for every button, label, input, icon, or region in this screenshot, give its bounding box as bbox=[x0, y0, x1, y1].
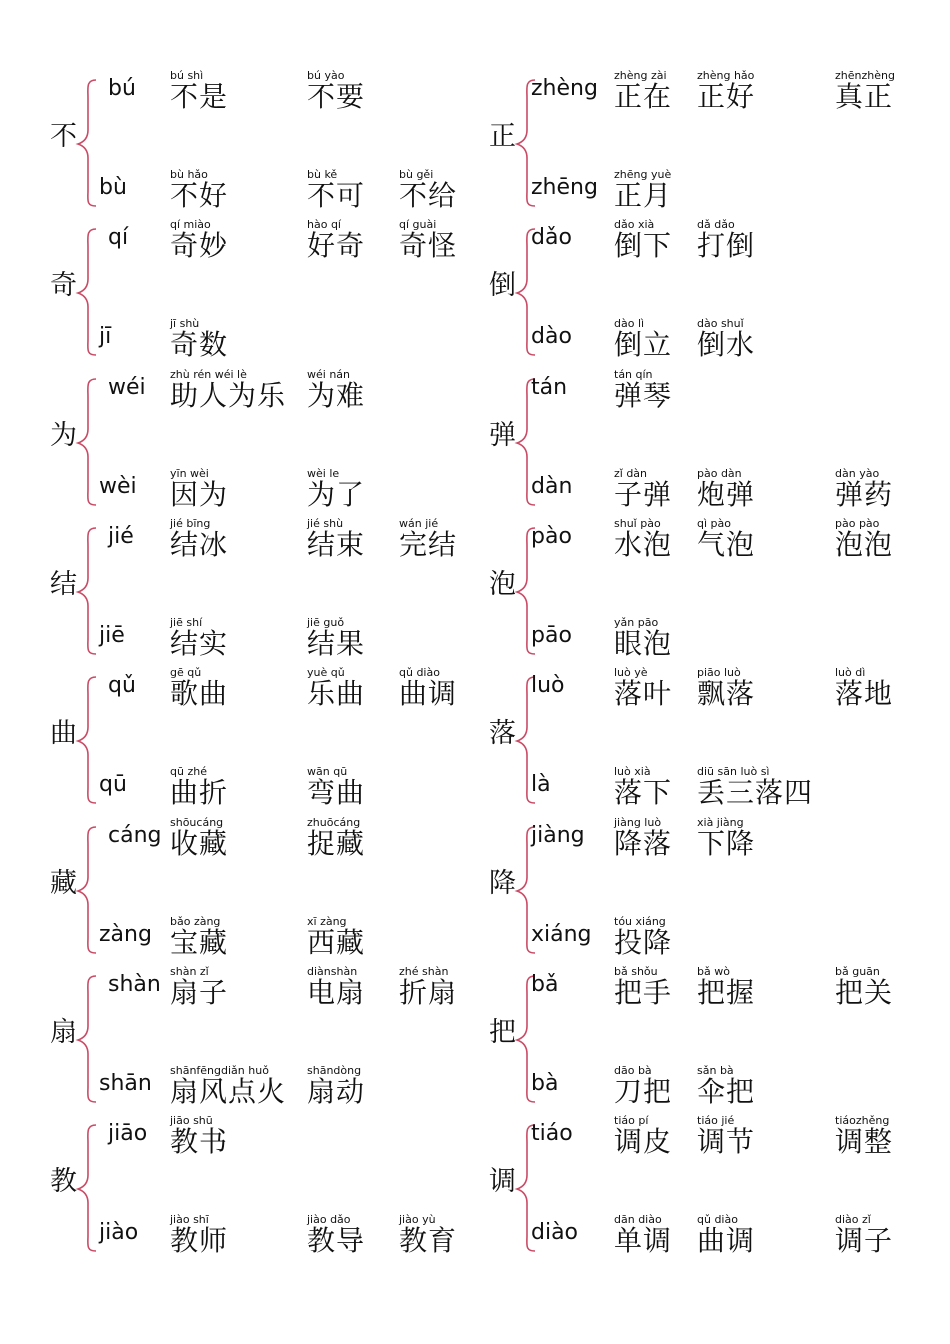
word-hanzi: 正好 bbox=[697, 80, 756, 113]
word-pinyin: shuǐ pào bbox=[614, 516, 661, 530]
word-hanzi: 为了 bbox=[307, 477, 366, 511]
word-pinyin: jié bīng bbox=[170, 516, 211, 530]
word-entry bbox=[614, 766, 672, 808]
word-hanzi: 正月 bbox=[614, 179, 673, 212]
word-pinyin: hào qí bbox=[307, 218, 341, 232]
word-pinyin: xià jiàng bbox=[697, 815, 744, 829]
word-pinyin: wán jié bbox=[399, 516, 439, 530]
word-pinyin: bù gěi bbox=[399, 168, 434, 181]
word-entry bbox=[170, 1115, 228, 1157]
word-pinyin: diū sān luò sì bbox=[697, 765, 770, 779]
word-hanzi: 把握 bbox=[697, 975, 756, 1009]
word-pinyin: piāo luò bbox=[697, 666, 741, 680]
word-hanzi: 扇风点火 bbox=[170, 1074, 287, 1108]
word-hanzi: 奇数 bbox=[170, 328, 229, 362]
word-pinyin: jié shù bbox=[307, 516, 344, 530]
word-hanzi: 投降 bbox=[614, 925, 673, 959]
word-entry bbox=[614, 70, 672, 112]
word-pinyin: bǎ shǒu bbox=[614, 964, 658, 978]
word-hanzi: 折扇 bbox=[399, 975, 458, 1009]
reading-pinyin: tiáo bbox=[531, 1121, 573, 1147]
brace-icon bbox=[76, 526, 98, 656]
word-hanzi: 调节 bbox=[697, 1125, 756, 1159]
reading-pinyin: zàng bbox=[99, 921, 152, 947]
word-entry bbox=[614, 1115, 672, 1157]
word-entry bbox=[614, 468, 672, 510]
word-pinyin: dān diào bbox=[614, 1213, 662, 1227]
reading-pinyin: dǎo bbox=[531, 225, 572, 251]
word-entry bbox=[697, 318, 755, 360]
word-pinyin: bǎo zàng bbox=[170, 914, 221, 928]
group-character: 为 bbox=[50, 419, 77, 451]
word-entry bbox=[170, 518, 228, 560]
word-hanzi: 教导 bbox=[307, 1224, 366, 1258]
word-pinyin: shāndòng bbox=[307, 1063, 362, 1077]
word-pinyin: jiē shí bbox=[170, 615, 203, 629]
word-entry bbox=[170, 468, 228, 510]
reading-pinyin: jiàng bbox=[531, 822, 585, 848]
word-hanzi: 伞把 bbox=[697, 1074, 756, 1108]
word-hanzi: 因为 bbox=[170, 477, 229, 511]
word-entry bbox=[614, 1214, 672, 1256]
word-hanzi: 调子 bbox=[835, 1224, 894, 1258]
word-entry bbox=[697, 1214, 755, 1256]
word-hanzi: 刀把 bbox=[614, 1074, 673, 1108]
word-entry bbox=[399, 219, 457, 261]
word-hanzi: 曲调 bbox=[697, 1224, 756, 1258]
word-hanzi: 炮弹 bbox=[697, 477, 756, 511]
word-entry bbox=[835, 667, 893, 709]
word-pinyin: jī shù bbox=[170, 317, 200, 331]
word-entry bbox=[170, 1214, 228, 1256]
word-pinyin: zhèng zài bbox=[614, 69, 667, 82]
word-entry bbox=[307, 518, 365, 560]
word-entry bbox=[170, 667, 228, 709]
word-pinyin: yǎn pāo bbox=[614, 615, 659, 629]
word-hanzi: 泡泡 bbox=[835, 527, 894, 561]
word-pinyin: bú shì bbox=[170, 69, 204, 82]
word-hanzi: 宝藏 bbox=[170, 925, 229, 959]
word-entry bbox=[170, 916, 228, 958]
word-pinyin: jiào dǎo bbox=[307, 1213, 351, 1227]
word-hanzi: 降落 bbox=[614, 826, 673, 860]
word-entry bbox=[835, 1115, 893, 1157]
word-hanzi: 歌曲 bbox=[170, 677, 229, 711]
reading-pinyin: jié bbox=[108, 523, 134, 549]
reading-pinyin: xiáng bbox=[531, 921, 592, 947]
word-entry bbox=[835, 966, 893, 1008]
word-entry bbox=[614, 369, 672, 411]
word-pinyin: bù kě bbox=[307, 168, 338, 181]
word-pinyin: bù hǎo bbox=[170, 168, 208, 181]
word-hanzi: 乐曲 bbox=[307, 677, 366, 711]
word-entry bbox=[170, 318, 228, 360]
word-entry bbox=[614, 966, 672, 1008]
word-pinyin: qì pào bbox=[697, 516, 731, 530]
word-hanzi: 飘落 bbox=[697, 677, 756, 711]
word-hanzi: 不是 bbox=[170, 80, 229, 113]
word-entry bbox=[307, 468, 365, 510]
reading-pinyin: zhèng bbox=[531, 76, 598, 101]
word-entry bbox=[697, 468, 755, 510]
reading-pinyin: dào bbox=[531, 324, 572, 350]
word-pinyin: diànshàn bbox=[307, 964, 358, 978]
word-hanzi: 教育 bbox=[399, 1224, 458, 1258]
word-entry bbox=[307, 966, 365, 1008]
word-pinyin: dāo bà bbox=[614, 1063, 652, 1077]
brace-icon bbox=[76, 974, 98, 1104]
word-pinyin: yuè qǔ bbox=[307, 666, 345, 680]
word-pinyin: qǔ diào bbox=[399, 666, 440, 680]
word-entry bbox=[170, 219, 228, 261]
word-entry bbox=[307, 1065, 365, 1107]
word-pinyin: tiáozhěng bbox=[835, 1114, 890, 1128]
word-entry bbox=[170, 766, 228, 808]
word-entry bbox=[697, 219, 755, 261]
reading-pinyin: diào bbox=[531, 1220, 579, 1246]
word-pinyin: sǎn bà bbox=[697, 1063, 734, 1077]
word-entry bbox=[399, 966, 457, 1008]
reading-pinyin: bú bbox=[108, 76, 136, 101]
word-entry bbox=[697, 1115, 755, 1157]
word-entry bbox=[614, 219, 672, 261]
word-hanzi: 倒立 bbox=[614, 328, 673, 362]
reading-pinyin: jiāo bbox=[108, 1121, 148, 1147]
word-pinyin: xī zàng bbox=[307, 914, 347, 928]
word-entry bbox=[614, 518, 672, 560]
word-hanzi: 扇子 bbox=[170, 975, 229, 1009]
word-entry bbox=[307, 70, 365, 112]
group-character: 结 bbox=[50, 568, 77, 600]
word-pinyin: zhé shàn bbox=[399, 964, 449, 978]
word-entry bbox=[170, 70, 228, 112]
reading-pinyin: jiē bbox=[99, 622, 125, 648]
word-entry bbox=[614, 617, 672, 659]
word-pinyin: shōucáng bbox=[170, 815, 224, 829]
word-entry bbox=[307, 766, 365, 808]
word-pinyin: jiào shī bbox=[170, 1213, 209, 1227]
word-hanzi: 正在 bbox=[614, 80, 673, 113]
word-entry bbox=[307, 916, 365, 958]
word-pinyin: shānfēngdiǎn huǒ bbox=[170, 1063, 269, 1077]
reading-pinyin: qū bbox=[99, 772, 127, 798]
group-character: 扇 bbox=[50, 1016, 77, 1048]
word-entry bbox=[170, 966, 228, 1008]
word-pinyin: luò xià bbox=[614, 765, 651, 779]
group-character: 落 bbox=[489, 718, 516, 750]
word-entry bbox=[614, 667, 672, 709]
word-pinyin: zhēng yuè bbox=[614, 168, 672, 181]
word-entry bbox=[307, 1214, 365, 1256]
word-entry bbox=[170, 169, 228, 211]
group-character: 曲 bbox=[50, 718, 77, 750]
word-pinyin: pào dàn bbox=[697, 466, 742, 480]
word-hanzi: 下降 bbox=[697, 826, 756, 860]
word-hanzi: 倒下 bbox=[614, 229, 673, 263]
word-pinyin: qū zhé bbox=[170, 765, 207, 779]
reading-pinyin: là bbox=[531, 772, 551, 798]
word-hanzi: 结束 bbox=[307, 527, 366, 561]
word-entry bbox=[307, 219, 365, 261]
word-pinyin: dǎ dǎo bbox=[697, 218, 735, 232]
reading-pinyin: luò bbox=[531, 673, 565, 699]
word-pinyin: jiāo shū bbox=[170, 1114, 213, 1128]
brace-icon bbox=[76, 377, 98, 507]
word-entry bbox=[614, 916, 672, 958]
word-pinyin: wèi le bbox=[307, 466, 340, 480]
word-pinyin: jiào yù bbox=[399, 1213, 436, 1227]
group-character: 调 bbox=[489, 1166, 516, 1198]
brace-icon bbox=[76, 78, 98, 208]
word-entry bbox=[170, 369, 286, 411]
word-hanzi: 教书 bbox=[170, 1125, 229, 1159]
word-hanzi: 把手 bbox=[614, 975, 673, 1009]
word-hanzi: 不要 bbox=[307, 80, 366, 113]
word-pinyin: pào pào bbox=[835, 516, 880, 530]
word-entry bbox=[697, 766, 813, 808]
group-character: 弹 bbox=[489, 419, 516, 451]
word-hanzi: 助人为乐 bbox=[170, 378, 287, 412]
group-character: 泡 bbox=[489, 568, 516, 600]
word-hanzi: 曲折 bbox=[170, 776, 229, 810]
word-entry bbox=[697, 966, 755, 1008]
word-hanzi: 水泡 bbox=[614, 527, 673, 561]
word-pinyin: wān qū bbox=[307, 765, 348, 779]
word-pinyin: bǎ wò bbox=[697, 964, 730, 978]
word-entry bbox=[835, 70, 895, 112]
word-entry bbox=[399, 1214, 457, 1256]
word-pinyin: zhèng hǎo bbox=[697, 69, 755, 82]
word-hanzi: 奇妙 bbox=[170, 229, 229, 263]
group-character: 不 bbox=[50, 121, 77, 152]
word-hanzi: 把关 bbox=[835, 975, 894, 1009]
word-hanzi: 为难 bbox=[307, 378, 366, 412]
group-character: 正 bbox=[489, 121, 516, 152]
word-pinyin: dàn yào bbox=[835, 466, 880, 480]
word-hanzi: 收藏 bbox=[170, 826, 229, 860]
word-pinyin: zhēnzhèng bbox=[835, 69, 895, 82]
reading-pinyin: shàn bbox=[108, 971, 161, 997]
brace-icon bbox=[76, 825, 98, 955]
word-hanzi: 结冰 bbox=[170, 527, 229, 561]
word-pinyin: gē qǔ bbox=[170, 666, 202, 680]
word-hanzi: 不好 bbox=[170, 179, 229, 212]
word-entry bbox=[307, 369, 365, 411]
group-character: 奇 bbox=[50, 270, 77, 302]
word-hanzi: 落叶 bbox=[614, 677, 673, 711]
word-entry bbox=[614, 1065, 672, 1107]
word-hanzi: 教师 bbox=[170, 1224, 229, 1258]
group-character: 倒 bbox=[489, 270, 516, 302]
word-pinyin: tán qín bbox=[614, 367, 653, 381]
reading-pinyin: wéi bbox=[108, 374, 146, 400]
word-hanzi: 打倒 bbox=[697, 229, 756, 263]
word-entry bbox=[399, 667, 457, 709]
word-hanzi: 弯曲 bbox=[307, 776, 366, 810]
word-entry bbox=[697, 518, 755, 560]
word-hanzi: 调整 bbox=[835, 1125, 894, 1159]
word-entry bbox=[307, 617, 365, 659]
reading-pinyin: wèi bbox=[99, 473, 137, 499]
word-pinyin: wéi nán bbox=[307, 367, 351, 381]
reading-pinyin: bà bbox=[531, 1070, 559, 1096]
reading-pinyin: cáng bbox=[108, 822, 162, 848]
word-pinyin: luò yè bbox=[614, 666, 648, 680]
word-entry bbox=[170, 617, 228, 659]
word-hanzi: 完结 bbox=[399, 527, 458, 561]
word-entry bbox=[835, 518, 893, 560]
word-hanzi: 真正 bbox=[835, 80, 894, 113]
word-entry bbox=[170, 1065, 286, 1107]
word-entry bbox=[835, 468, 893, 510]
word-entry bbox=[614, 318, 672, 360]
word-pinyin: tiáo pí bbox=[614, 1114, 649, 1128]
word-pinyin: diào zǐ bbox=[835, 1213, 871, 1227]
word-pinyin: qí guài bbox=[399, 218, 437, 232]
reading-pinyin: shān bbox=[99, 1070, 152, 1096]
word-hanzi: 弹琴 bbox=[614, 378, 673, 412]
word-hanzi: 曲调 bbox=[399, 677, 458, 711]
word-pinyin: jiē guǒ bbox=[307, 615, 345, 629]
word-hanzi: 气泡 bbox=[697, 527, 756, 561]
word-entry bbox=[697, 667, 755, 709]
word-hanzi: 落下 bbox=[614, 776, 673, 810]
reading-pinyin: jiào bbox=[99, 1220, 139, 1246]
word-pinyin: zhù rén wéi lè bbox=[170, 367, 247, 381]
word-pinyin: tóu xiáng bbox=[614, 914, 666, 928]
word-hanzi: 捉藏 bbox=[307, 826, 366, 860]
word-hanzi: 不可 bbox=[307, 179, 366, 212]
word-pinyin: bǎ guān bbox=[835, 964, 880, 978]
word-hanzi: 丢三落四 bbox=[697, 776, 814, 810]
word-pinyin: dǎo xià bbox=[614, 218, 655, 232]
word-hanzi: 结实 bbox=[170, 626, 229, 660]
group-character: 把 bbox=[489, 1016, 516, 1048]
word-pinyin: yīn wèi bbox=[170, 466, 209, 480]
reading-pinyin: qí bbox=[108, 225, 129, 251]
reading-pinyin: pāo bbox=[531, 622, 572, 648]
word-hanzi: 倒水 bbox=[697, 328, 756, 362]
reading-pinyin: zhēng bbox=[531, 175, 598, 200]
word-hanzi: 扇动 bbox=[307, 1074, 366, 1108]
word-entry bbox=[307, 667, 365, 709]
word-hanzi: 不给 bbox=[399, 179, 458, 212]
reading-pinyin: qǔ bbox=[108, 673, 136, 699]
brace-icon bbox=[76, 227, 98, 357]
word-pinyin: luò dì bbox=[835, 666, 866, 680]
word-entry bbox=[399, 169, 457, 211]
word-hanzi: 弹药 bbox=[835, 477, 894, 511]
word-entry bbox=[307, 817, 365, 859]
word-hanzi: 眼泡 bbox=[614, 626, 673, 660]
word-pinyin: tiáo jié bbox=[697, 1114, 735, 1128]
word-hanzi: 电扇 bbox=[307, 975, 366, 1009]
group-character: 藏 bbox=[50, 867, 77, 899]
word-entry bbox=[614, 169, 672, 211]
reading-pinyin: bù bbox=[99, 175, 127, 200]
word-hanzi: 结果 bbox=[307, 626, 366, 660]
word-hanzi: 奇怪 bbox=[399, 229, 458, 263]
reading-pinyin: tán bbox=[531, 374, 568, 400]
word-entry bbox=[697, 70, 755, 112]
word-hanzi: 调皮 bbox=[614, 1125, 673, 1159]
word-entry bbox=[697, 817, 755, 859]
word-entry bbox=[170, 817, 228, 859]
reading-pinyin: dàn bbox=[531, 473, 573, 499]
word-hanzi: 好奇 bbox=[307, 229, 366, 263]
group-character: 教 bbox=[50, 1166, 77, 1198]
word-hanzi: 单调 bbox=[614, 1224, 673, 1258]
reading-pinyin: pào bbox=[531, 523, 572, 549]
word-pinyin: shàn zǐ bbox=[170, 964, 209, 978]
word-pinyin: qǔ diào bbox=[697, 1213, 738, 1227]
word-hanzi: 西藏 bbox=[307, 925, 366, 959]
reading-pinyin: jī bbox=[99, 324, 112, 350]
brace-icon bbox=[76, 675, 98, 805]
word-entry bbox=[835, 1214, 893, 1256]
word-pinyin: jiàng luò bbox=[614, 815, 662, 829]
word-entry bbox=[614, 817, 672, 859]
group-character: 降 bbox=[489, 867, 516, 899]
word-pinyin: dào shuǐ bbox=[697, 317, 744, 331]
word-hanzi: 子弹 bbox=[614, 477, 673, 511]
brace-icon bbox=[76, 1123, 98, 1253]
word-entry bbox=[399, 518, 457, 560]
word-hanzi: 落地 bbox=[835, 677, 894, 711]
word-pinyin: dào lì bbox=[614, 317, 645, 331]
word-pinyin: zhuōcáng bbox=[307, 815, 361, 829]
word-pinyin: bú yào bbox=[307, 69, 345, 82]
reading-pinyin: bǎ bbox=[531, 971, 559, 997]
word-pinyin: qí miào bbox=[170, 218, 211, 232]
word-pinyin: zǐ dàn bbox=[614, 466, 648, 480]
word-entry bbox=[307, 169, 365, 211]
word-entry bbox=[697, 1065, 755, 1107]
